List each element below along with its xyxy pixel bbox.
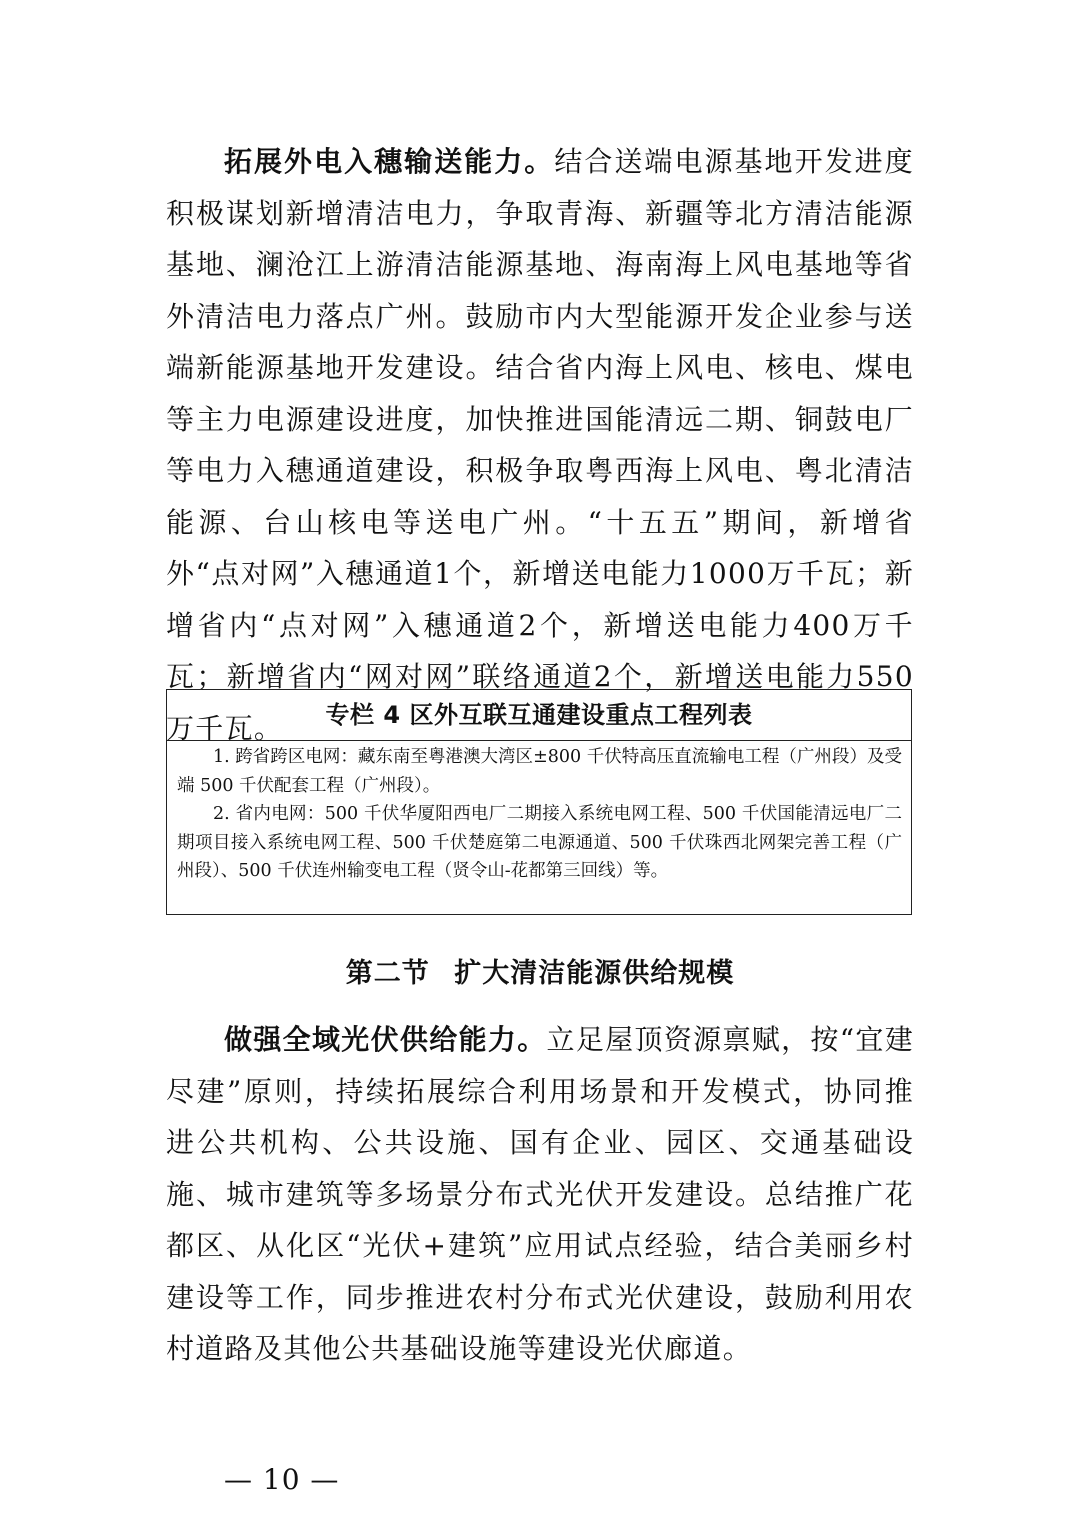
paragraph-lead: 拓展外电入穗输送能力。 xyxy=(224,145,555,178)
page-number: — 10 — xyxy=(224,1463,340,1496)
paragraph-body: 结合送端电源基地开发进度积极谋划新增清洁电力，争取青海、新疆等北方清洁能源基地、澜沧江上游清洁能源基地、海南海上风电基地等省外清洁电力落点广州。鼓励市内大型能源开发企业参与送端新能源基地开发建设。结合省内海上风电、核电、煤电等主力电源建设进度，加快推进国能清远二期、铜鼓电厂等电力入穗通道建设，积极争取粤西海上风电、粤北清洁能源、台山核电等送电广州。“十五五”期间，新增省外“点对网”入穗通道1个，新增送电能力1000万千瓦；新增省内“点对网”入穗通道2个，新增送电能力400万千瓦；新增省内“网对网”联络通道2个，新增送电能力550万千瓦。 xyxy=(166,145,914,745)
paragraph-lead: 做强全域光伏供给能力。 xyxy=(224,1023,547,1056)
column-box-item: 2. 省内电网：500 千伏华厦阳西电厂二期接入系统电网工程、500 千伏国能清远电厂二期项目接入系统电网工程、500 千伏楚庭第二电源通道、500 千伏珠西北网架完善工程（广州段）、500 千伏连州输变电工程（贤令山-花都第三回线）等。 xyxy=(177,804,902,881)
paragraph-solar xyxy=(166,1014,914,1375)
column-box-item: 1. 跨省跨区电网：藏东南至粤港澳大湾区±800 千伏特高压直流输电工程（广州段）及受端 500 千伏配套工程（广州段）。 xyxy=(177,747,902,796)
column-box xyxy=(166,689,912,915)
column-box-body xyxy=(167,741,911,886)
section-heading: 第二节 扩大清洁能源供给规模 xyxy=(345,958,735,989)
column-box-title: 专栏 4 区外互联互通建设重点工程列表 xyxy=(167,690,911,741)
paragraph-body: 立足屋顶资源禀赋，按“宜建尽建”原则，持续拓展综合利用场景和开发模式，协同推进公共机构、公共设施、国有企业、园区、交通基础设施、城市建筑等多场景分布式光伏开发建设。总结推广花都区、从化区“光伏+建筑”应用试点经验，结合美丽乡村建设等工作，同步推进农村分布式光伏建设，鼓励利用农村道路及其他公共基础设施等建设光伏廊道。 xyxy=(166,1023,914,1365)
paragraph-external-power xyxy=(166,136,914,754)
